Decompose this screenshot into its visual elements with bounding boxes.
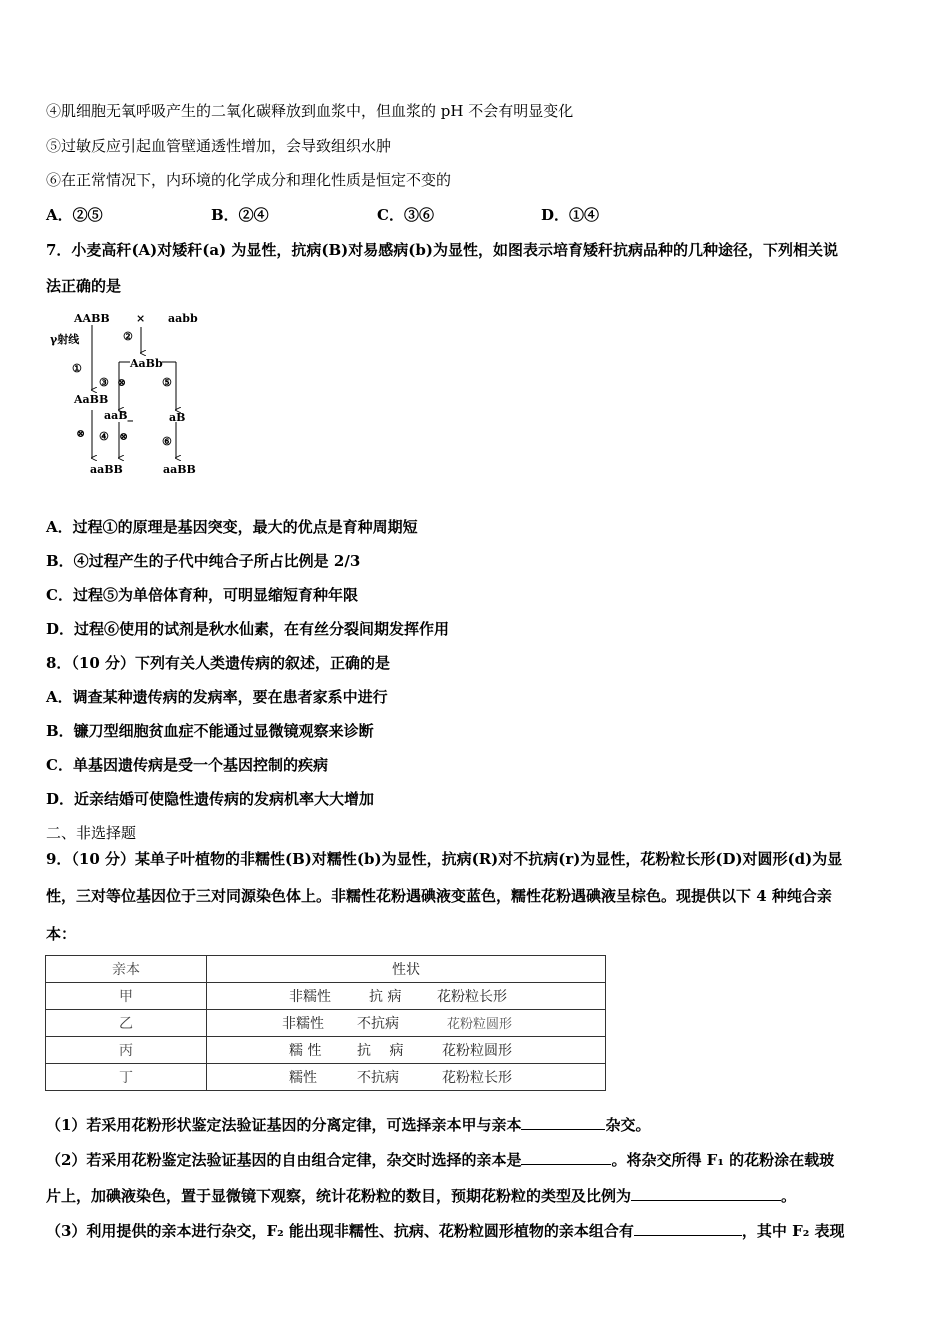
q9-part3 bbox=[46, 1221, 845, 1241]
step-2-marker: ② bbox=[123, 330, 133, 343]
trait-waxy: 非糯性 bbox=[282, 1016, 324, 1032]
question-7-stem-line1: 7．小麦高秆(A)对矮秆(a) 为显性，抗病(B)对易感病(b)为显性，如图表示培育矮秆抗病品种的几种途径，下列相关说 bbox=[46, 241, 838, 259]
q9-part2-text-cont: 片上，加碘液染色，置于显微镜下观察，统计花粉粒的数目，预期花粉粒的类型及比例为 bbox=[46, 1187, 632, 1205]
breeding-diagram bbox=[44, 305, 214, 485]
q8-option-c[interactable]: C．单基因遗传病是受一个基因控制的疾病 bbox=[46, 756, 328, 774]
step-4-marker: ④ bbox=[99, 430, 109, 443]
result-genotype-2: aaBB bbox=[163, 463, 196, 476]
question-7-stem-line2: 法正确的是 bbox=[46, 277, 122, 295]
q9-part2-text: （2）若采用花粉鉴定法验证基因的自由组合定律，杂交时选择的亲本是 bbox=[46, 1151, 522, 1169]
q9-part1-text-end: 杂交。 bbox=[605, 1116, 651, 1134]
option-b[interactable]: B．②④ bbox=[211, 206, 269, 224]
question-9-stem-line1: 9．（10 分）某单子叶植物的非糯性(B)对糯性(b)为显性，抗病(R)对不抗病(r)为显性，花粉粒长形(D)对圆形(d)为显 bbox=[46, 850, 843, 868]
result-genotype-1: aaBB bbox=[90, 463, 123, 476]
q8-option-d[interactable]: D．近亲结婚可使隐性遗传病的发病机率大大增加 bbox=[46, 790, 375, 808]
parent-name: 甲 bbox=[46, 983, 207, 1010]
q7-option-d[interactable]: D．过程⑥使用的试剂是秋水仙素，在有丝分裂间期发挥作用 bbox=[46, 620, 450, 638]
q8-option-b[interactable]: B．镰刀型细胞贫血症不能通过显微镜观察来诊断 bbox=[46, 722, 374, 740]
self-cross-symbol: ⊗ bbox=[119, 430, 129, 443]
parent-aabb-recessive: aabb bbox=[168, 312, 198, 325]
table-row bbox=[46, 983, 606, 1010]
mutant-genotype: AaBB bbox=[74, 393, 109, 406]
option-d[interactable]: D．①④ bbox=[541, 206, 600, 224]
answer-blank-2[interactable] bbox=[521, 1150, 611, 1165]
question-9-stem-line2: 性，三对等位基因位于三对同源染色体上。非糯性花粉遇碘液变蓝色，糯性花粉遇碘液呈棕色。现提供以下 4 种纯合亲 bbox=[46, 887, 832, 905]
option-c[interactable]: C．③⑥ bbox=[377, 206, 434, 224]
answer-blank-1[interactable] bbox=[521, 1115, 605, 1130]
table-row bbox=[46, 1037, 606, 1064]
trait-pollen: 花粉粒长形 bbox=[442, 1070, 512, 1086]
header-traits: 性状 bbox=[207, 956, 606, 983]
parent-name: 乙 bbox=[46, 1010, 207, 1037]
haploid-genotype: aB bbox=[169, 411, 186, 424]
self-cross-symbol: ⊗ bbox=[117, 376, 127, 389]
trait-resistance: 抗 病 bbox=[357, 1043, 404, 1059]
q9-part2-text-end: 。 bbox=[781, 1187, 797, 1205]
step-6-marker: ⑥ bbox=[162, 435, 172, 448]
trait-pollen: 花粉粒圆形 bbox=[447, 1017, 513, 1032]
parent-name: 丙 bbox=[46, 1037, 207, 1064]
gamma-ray-label: γ射线 bbox=[50, 333, 80, 346]
genotype-aab: aaB_ bbox=[104, 409, 134, 422]
q9-part1 bbox=[46, 1115, 650, 1135]
parent-aabb-dominant: AABB bbox=[74, 312, 110, 325]
q7-option-b[interactable]: B．④过程产生的子代中纯合子所占比例是 2/3 bbox=[46, 552, 361, 570]
q9-part2 bbox=[46, 1150, 834, 1170]
f1-genotype: AaBb bbox=[130, 357, 163, 370]
statement-4: ④肌细胞无氧呼吸产生的二氧化碳释放到血浆中，但血浆的 pH 不会有明显变化 bbox=[46, 102, 574, 120]
answer-blank-3[interactable] bbox=[631, 1186, 781, 1201]
trait-waxy: 糯 性 bbox=[289, 1043, 322, 1059]
q8-option-a[interactable]: A．调查某种遗传病的发病率，要在患者家系中进行 bbox=[46, 688, 388, 706]
q9-part3-text-end: ，其中 F₂ 表现 bbox=[741, 1222, 845, 1240]
cross-symbol: × bbox=[136, 312, 146, 325]
q9-part2-cont bbox=[46, 1186, 796, 1206]
step-1-marker: ① bbox=[72, 362, 82, 375]
section-heading: 二、非选择题 bbox=[46, 824, 137, 842]
trait-pollen: 花粉粒圆形 bbox=[442, 1043, 512, 1059]
self-cross-symbol: ⊗ bbox=[76, 427, 86, 440]
trait-resistance: 不抗病 bbox=[357, 1070, 399, 1086]
table-header-row bbox=[46, 956, 606, 983]
option-a[interactable]: A．②⑤ bbox=[46, 206, 103, 224]
q7-option-a[interactable]: A．过程①的原理是基因突变，最大的优点是育种周期短 bbox=[46, 518, 418, 536]
parents-table bbox=[45, 955, 606, 1091]
step-3-marker: ③ bbox=[99, 376, 109, 389]
trait-waxy: 糯性 bbox=[289, 1070, 317, 1086]
parent-name: 丁 bbox=[46, 1064, 207, 1091]
table-row bbox=[46, 1064, 606, 1091]
header-parent: 亲本 bbox=[46, 956, 207, 983]
trait-resistance: 抗 病 bbox=[369, 989, 402, 1005]
trait-waxy: 非糯性 bbox=[289, 989, 331, 1005]
q9-part2-text-mid: 。将杂交所得 F₁ 的花粉涂在载玻 bbox=[611, 1151, 835, 1169]
question-8-stem: 8．（10 分）下列有关人类遗传病的叙述，正确的是 bbox=[46, 654, 391, 672]
q7-option-c[interactable]: C．过程⑤为单倍体育种，可明显缩短育种年限 bbox=[46, 586, 358, 604]
step-5-marker: ⑤ bbox=[162, 376, 172, 389]
trait-pollen: 花粉粒长形 bbox=[437, 989, 507, 1005]
statement-5: ⑤过敏反应引起血管壁通透性增加，会导致组织水肿 bbox=[46, 137, 392, 155]
table-row bbox=[46, 1010, 606, 1037]
q9-part3-text: （3）利用提供的亲本进行杂交，F₂ 能出现非糯性、抗病、花粉粒圆形植物的亲本组合有 bbox=[46, 1222, 634, 1240]
answer-blank-4[interactable] bbox=[634, 1221, 742, 1236]
q9-part1-text: （1）若采用花粉形状鉴定法验证基因的分离定律，可选择亲本甲与亲本 bbox=[46, 1116, 522, 1134]
statement-6: ⑥在正常情况下，内环境的化学成分和理化性质是恒定不变的 bbox=[46, 171, 452, 189]
question-9-stem-line3: 本： bbox=[46, 925, 77, 943]
trait-resistance: 不抗病 bbox=[357, 1016, 399, 1032]
